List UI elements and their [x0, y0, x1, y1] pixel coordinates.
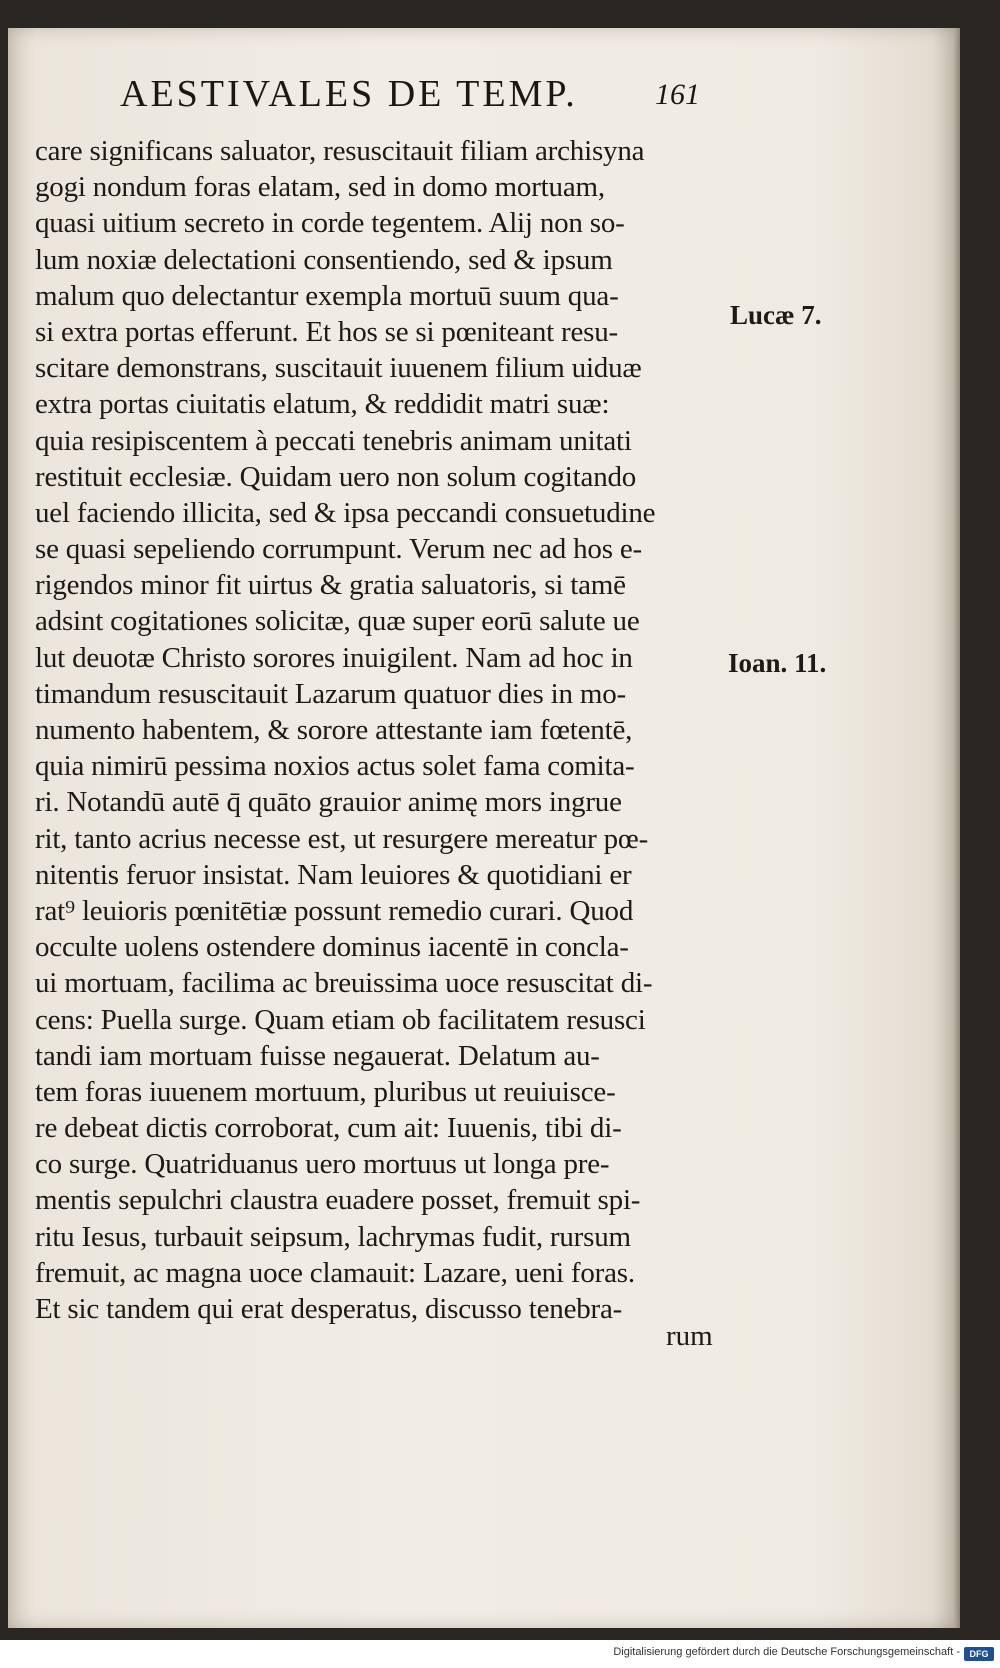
- text-line: se quasi sepeliendo corrumpunt. Verum nec ad hos e-: [35, 533, 642, 566]
- text-line: ritu Iesus, turbauit seipsum, lachrymas fudit, rursum: [35, 1220, 631, 1253]
- text-line: occulte uolens ostendere dominus iacentē in concla-: [35, 931, 629, 964]
- text-line: quasi uitium secreto in corde tegentem. Alij non so-: [35, 207, 625, 240]
- text-line: Et sic tandem qui erat desperatus, discusso tenebra-: [35, 1293, 623, 1325]
- text-line: mentis sepulchri claustra euadere posset, fremuit spi-: [35, 1184, 641, 1217]
- text-line: timandum resuscitauit Lazarum quatuor dies in mo-: [35, 677, 626, 710]
- text-line: co surge. Quatriduanus uero mortuus ut longa pre-: [35, 1148, 610, 1181]
- text-line: nitentis feruor insistat. Nam leuiores & quotidiani er: [35, 858, 632, 891]
- text-line: numento habentem, & sorore attestante iam fœtentē,: [35, 714, 633, 746]
- footer-bar: [0, 1644, 1000, 1668]
- text-line: re debeat dictis corroborat, cum ait: Iuuenis, tibi di-: [35, 1112, 622, 1145]
- text-line: extra portas ciuitatis elatum, & reddidit matri suæ:: [35, 388, 610, 421]
- text-line: tandi iam mortuam fuisse negauerat. Delatum au-: [35, 1039, 600, 1072]
- text-line: ri. Notandū autē q̄ quāto grauior animę mors ingrue: [35, 786, 622, 819]
- text-line: adsint cogitationes solicitæ, quæ super eorū salute ue: [35, 605, 640, 638]
- text-line: ui mortuam, facilima ac breuissima uoce resuscitat di-: [35, 967, 653, 1000]
- text-line: tem foras iuuenem mortuum, pluribus ut reuiuisce-: [35, 1075, 616, 1108]
- text-line: malum quo delectantur exempla mortuū suum qua-: [35, 279, 619, 312]
- catchword: rum: [666, 1320, 713, 1352]
- text-block: [35, 133, 725, 1327]
- page-number: 161: [655, 78, 700, 111]
- text-line: quia resipiscentem à peccati tenebris animam unitati: [35, 424, 632, 457]
- text-line: cens: Puella surge. Quam etiam ob facilitatem resusci: [35, 1003, 646, 1036]
- text-line: rat⁹ leuioris pœnitētiæ possunt remedio curari. Quod: [35, 894, 634, 927]
- text-line: quia nimirū pessima noxios actus solet fama comita-: [35, 750, 635, 783]
- text-line: lum noxiæ delectationi consentiendo, sed & ipsum: [35, 243, 613, 276]
- footer-credit: Digitalisierung gefördert durch die Deutsche Forschungsgemeinschaft -: [613, 1646, 960, 1658]
- text-line: uel faciendo illicita, sed & ipsa peccandi consuetudine: [35, 496, 656, 529]
- text-line: si extra portas efferunt. Et hos se si pœniteant resu-: [35, 315, 619, 348]
- text-line: fremuit, ac magna uoce clamauit: Lazare, ueni foras.: [35, 1256, 635, 1289]
- dfg-logo-icon: DFG: [964, 1647, 994, 1661]
- page-edge: [954, 28, 960, 1628]
- margin-note-lucae: Lucæ 7.: [730, 300, 822, 330]
- text-line: rit, tanto acrius necesse est, ut resurgere mereatur pœ-: [35, 822, 649, 855]
- text-line: care significans saluator, resuscitauit filiam archisyna: [35, 135, 645, 167]
- text-line: restituit ecclesiæ. Quidam uero non solum cogitando: [35, 460, 637, 493]
- text-line: rigendos minor fit uirtus & gratia saluatoris, si tamē: [35, 569, 626, 602]
- text-line: scitare demonstrans, suscitauit iuuenem filium uiduæ: [35, 352, 642, 385]
- text-line: gogi nondum foras elatam, sed in domo mortuam,: [35, 171, 605, 204]
- running-head: AESTIVALES DE TEMP.: [120, 73, 578, 115]
- margin-note-ioan: Ioan. 11.: [728, 648, 827, 678]
- text-line: lut deuotæ Christo sorores inuigilent. Nam ad hoc in: [35, 641, 633, 674]
